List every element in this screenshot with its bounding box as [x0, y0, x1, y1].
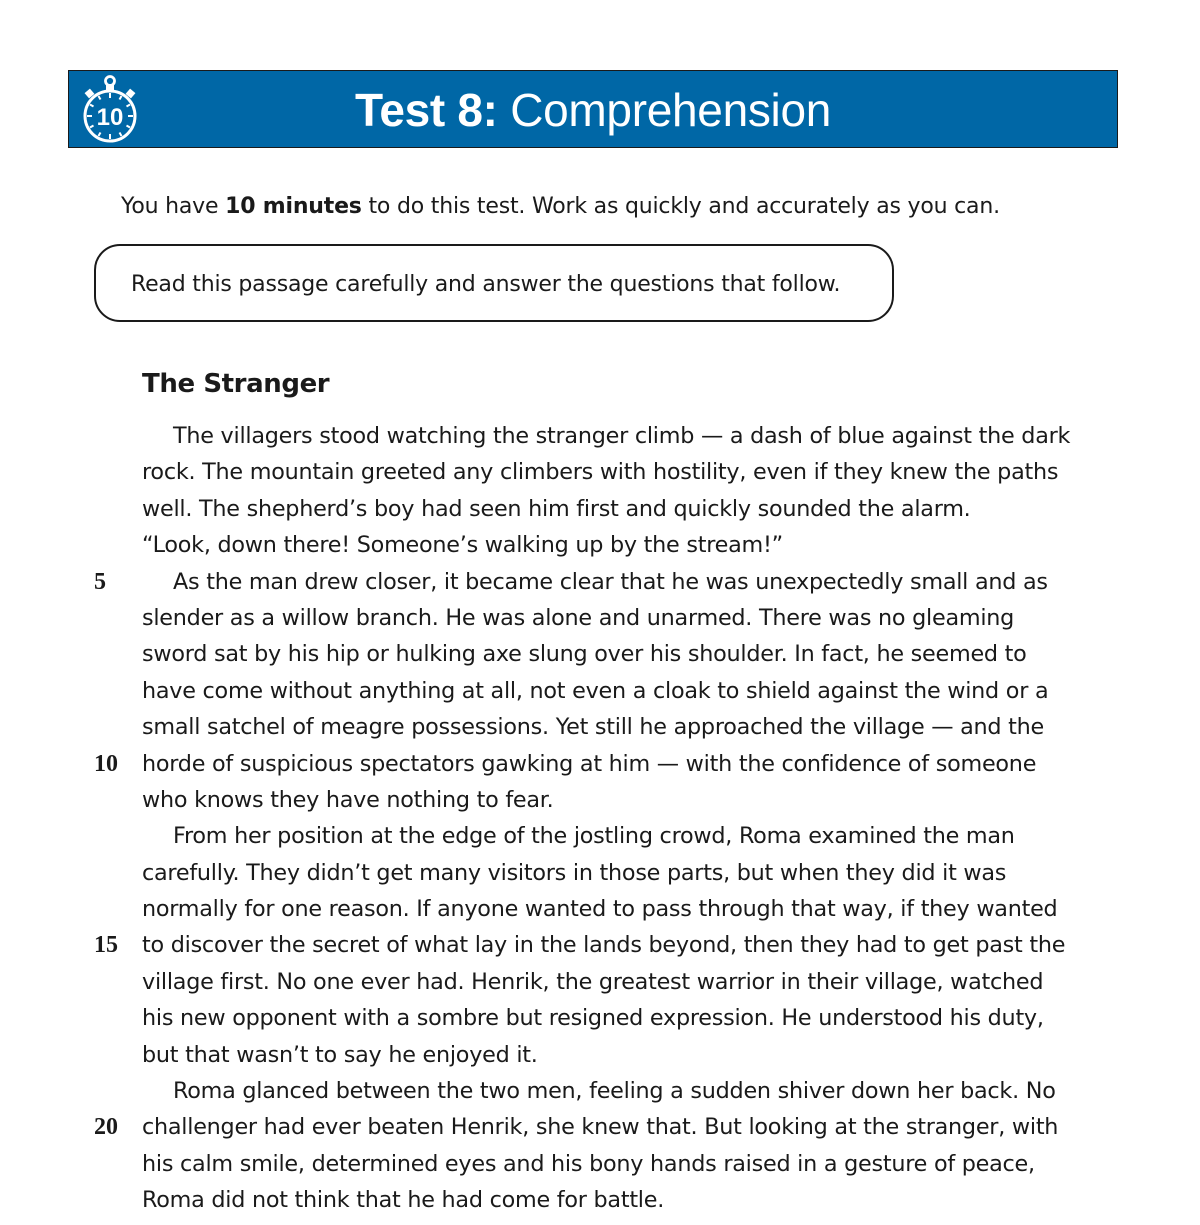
passage-line: [0, 818, 1200, 854]
passage-line-text: village first. No one ever had. Henrik, the greatest warrior in their village, watched: [142, 968, 1044, 995]
passage-line: [0, 636, 1200, 672]
passage-line: [0, 418, 1200, 454]
passage-line-text: carefully. They didn’t get many visitors in those parts, but when they did it was: [142, 859, 1007, 886]
line-number: 5: [94, 568, 106, 595]
passage-line-text: who knows they have nothing to fear.: [142, 786, 554, 813]
test-number: Test 8:: [354, 84, 498, 136]
passage-line-text: As the man drew closer, it became clear that he was unexpectedly small and as: [173, 568, 1048, 595]
passage-line-text: but that wasn’t to say he enjoyed it.: [142, 1041, 538, 1068]
passage-line-text: From her position at the edge of the jostling crowd, Roma examined the man: [173, 823, 1015, 850]
passage-line: [0, 1109, 1200, 1145]
passage-line-text: small satchel of meagre possessions. Yet still he approached the village — and the: [142, 714, 1045, 741]
passage-line-text: rock. The mountain greeted any climbers with hostility, even if they knew the paths: [142, 459, 1059, 486]
passage-line-text: “Look, down there! Someone’s walking up by the stream!”: [142, 532, 783, 559]
passage-line: [0, 709, 1200, 745]
passage-line: [0, 673, 1200, 709]
passage-line: [0, 1037, 1200, 1073]
passage-line: [0, 491, 1200, 527]
line-number: 10: [94, 750, 118, 777]
passage-line-text: challenger had ever beaten Henrik, she knew that. But looking at the stranger, with: [142, 1114, 1059, 1141]
passage-line-text: horde of suspicious spectators gawking at him — with the confidence of someone: [142, 750, 1037, 777]
passage-line: [0, 1182, 1200, 1218]
passage-line-text: normally for one reason. If anyone wanted to pass through that way, if they wanted: [142, 896, 1058, 923]
passage-line: [0, 964, 1200, 1000]
line-number: 20: [94, 1114, 118, 1141]
passage-line: [0, 1146, 1200, 1182]
passage-line: [0, 927, 1200, 963]
instruction-text: Read this passage carefully and answer the questions that follow.: [131, 272, 841, 297]
timer-value: 10: [96, 104, 124, 131]
passage-line-text: Roma glanced between the two men, feeling a sudden shiver down her back. No: [173, 1078, 1056, 1105]
passage-line: [0, 891, 1200, 927]
intro-suffix: to do this test. Work as quickly and accurately as you can.: [361, 194, 1000, 219]
passage-line-text: to discover the secret of what lay in the lands beyond, then they had to get past the: [142, 932, 1066, 959]
passage-line: [0, 1000, 1200, 1036]
line-number: 15: [94, 932, 118, 959]
passage-line-text: slender as a willow branch. He was alone and unarmed. There was no gleaming: [142, 604, 1015, 631]
test-header-banner: [68, 70, 1118, 148]
time-instruction: [121, 192, 1000, 222]
passage-line-text: Roma did not think that he had come for battle.: [142, 1187, 665, 1214]
passage-line-text: his new opponent with a sombre but resigned expression. He understood his duty,: [142, 1005, 1044, 1032]
passage-line-text: sword sat by his hip or hulking axe slung over his shoulder. In fact, he seemed to: [142, 641, 1027, 668]
passage-line: [0, 527, 1200, 563]
passage-line-text: his calm smile, determined eyes and his bony hands raised in a gesture of peace,: [142, 1150, 1035, 1177]
passage-line: [0, 1073, 1200, 1109]
passage-title: The Stranger: [142, 369, 330, 399]
passage-line: [0, 564, 1200, 600]
time-limit: 10 minutes: [225, 194, 362, 219]
instruction-box: [94, 244, 894, 322]
intro-prefix: You have: [121, 194, 226, 219]
passage-line: [0, 782, 1200, 818]
passage-line: [0, 454, 1200, 490]
passage-line: [0, 600, 1200, 636]
test-subject: Comprehension: [497, 84, 832, 136]
passage-body: [0, 418, 1200, 1219]
passage-line-text: have come without anything at all, not even a cloak to shield against the wind or a: [142, 677, 1049, 704]
passage-line: [0, 746, 1200, 782]
passage-line-text: well. The shepherd’s boy had seen him first and quickly sounded the alarm.: [142, 495, 971, 522]
passage-line: [0, 855, 1200, 891]
passage-line-text: The villagers stood watching the stranger climb — a dash of blue against the dark: [173, 423, 1071, 449]
page-title: [69, 85, 1117, 135]
